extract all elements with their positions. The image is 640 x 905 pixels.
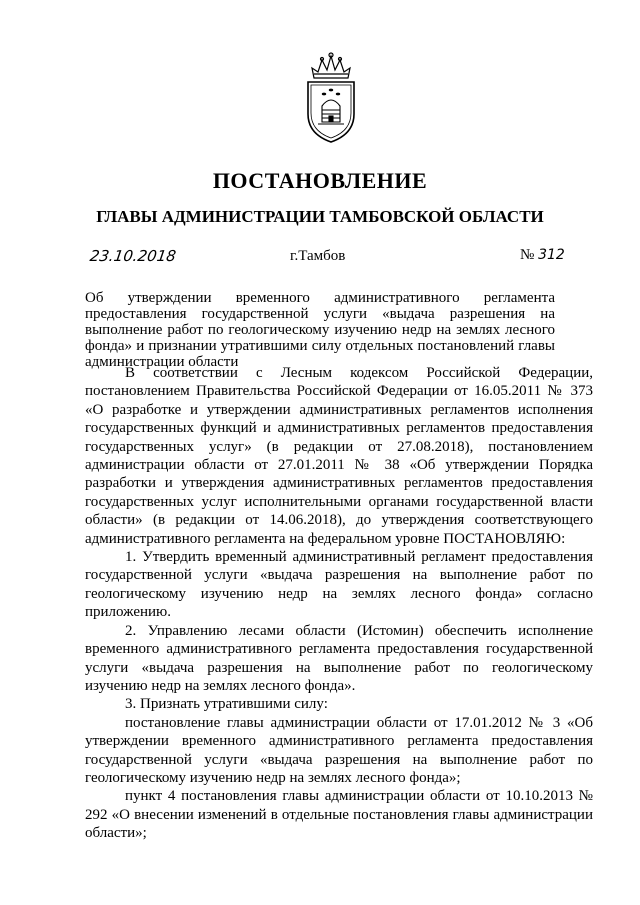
document-heading: Об утверждении временного административного регламента предоставления государственной услуги «выдача разрешения на выполнение работ по геологическому изучению недр на землях лесного фонда» и признании утратившими силу отдельных постановлений главы администрации области: [85, 290, 555, 370]
number-prefix: №: [520, 247, 535, 263]
paragraph: пункт 4 постановления главы администрации области от 10.10.2013 № 292 «О внесении изменений в отдельные постановления главы администрации области»;: [85, 788, 593, 842]
paragraph: 3. Признать утратившими силу:: [125, 696, 328, 713]
document-date: 23.10.2018: [88, 247, 178, 265]
document-title: ПОСТАНОВЛЕНИЕ: [212, 168, 428, 193]
document-body: [85, 364, 593, 843]
paragraph: 1. Утвердить временный административный регламент предоставления государственной услуги «выдача разрешения на выполнение работ по геологическому изучению недр на землях лесного фонда» согласно приложению.: [85, 549, 593, 621]
paragraph: 2. Управлению лесами области (Истомин) обеспечить исполнение временного административного регламента предоставления государственной услуги «выдача разрешения на выполнение работ по геологическому изучению недр на землях лесного фонда».: [85, 622, 593, 694]
document-subtitle: ГЛАВЫ АДМИНИСТРАЦИИ ТАМБОВСКОЙ ОБЛАСТИ: [96, 207, 544, 226]
document-number: [520, 247, 565, 264]
paragraph: постановление главы администрации области от 17.01.2012 № 3 «Об утверждении временного административного регламента предоставления государственной услуги «выдача разрешения на выполнение работ по геологическому изучению недр на землях лесного фонда»;: [85, 714, 593, 786]
document-city: г.Тамбов: [290, 248, 346, 264]
number-value: 312: [538, 247, 565, 263]
tambov-coat-of-arms-icon: [300, 50, 362, 146]
paragraph: В соответствии с Лесным кодексом Российской Федерации, постановлением Правительства Российской Федерации от 16.05.2011 № 373 «О разработке и утверждении административных регламентов исполнения государственных функций и административных регламентов предоставления государственных услуг» (в редакции от 27.08.2018), постановлением администрации области от 27.01.2011 № 38 «Об утверждении Порядка разработки и утверждения административных регламентов предоставления государственных услуг исполнительными органами государственной власти области» (в редакции от 14.06.2018), до утверждения соответствующего административного регламента на федеральном уровне ПОСТАНОВЛЯЮ:: [85, 365, 593, 547]
